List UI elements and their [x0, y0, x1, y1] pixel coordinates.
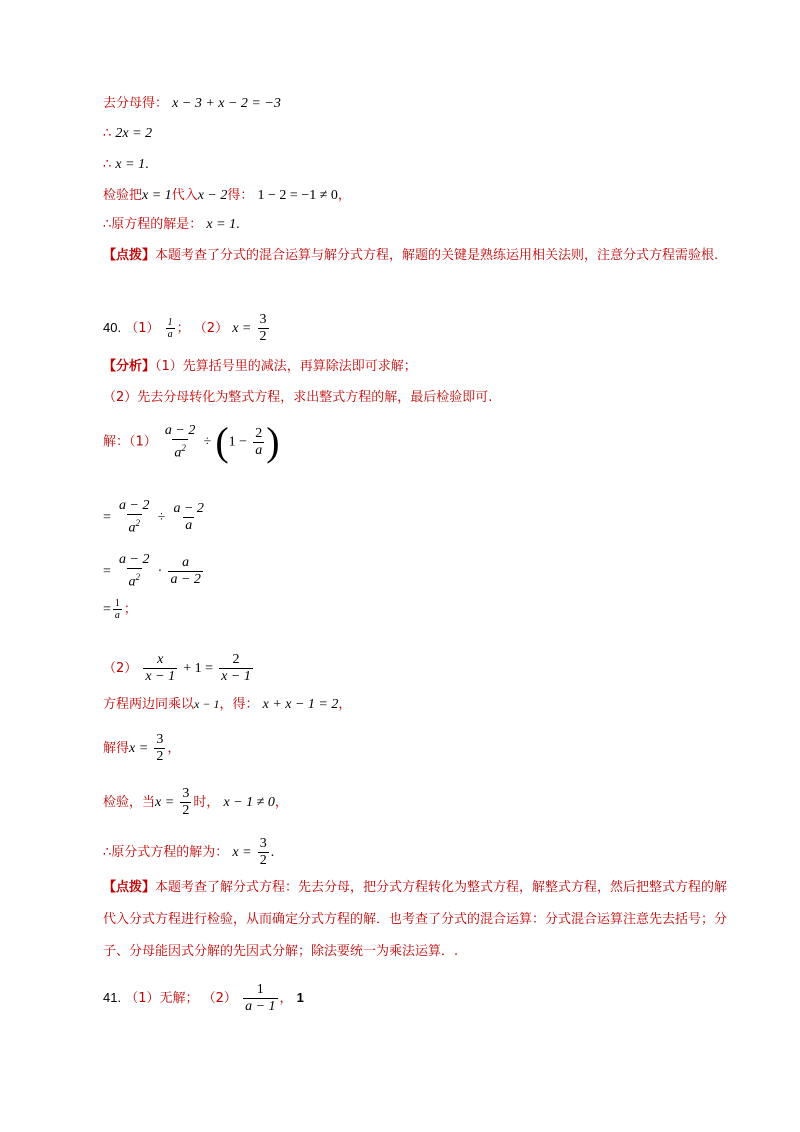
note-text: 本题考查了解分式方程：先去分母，把分式方程转化为整式方程，解整式方程，然后把整式方程的解代入分式方程进行检验，从而确定分式方程的解．也考查了分式的混合运算：分式混合运算注意先去括号；分子、分母能因式分解的先因式分解；除法要统一为乘法运算．. — [103, 880, 728, 959]
q41-answer-fraction: $\frac{1}{a - 1}$ — [245, 982, 276, 1014]
denominator-label: 去分母得： — [103, 96, 169, 111]
part2-equation-line: （2） $\frac{x}{x - 1}$ + 1 = $\frac{2}{x - 1}$ — [103, 652, 251, 684]
analysis-line-2: （2）先去分母转化为整式方程，求出整式方程的解，最后检验即可. — [103, 390, 493, 405]
note-tag: 【点拨】 — [103, 880, 156, 895]
denominator-equation: x − 3 + x − 2 = −3 — [172, 96, 281, 111]
therefore-symbol: ∴ — [103, 157, 112, 172]
solve-part1-line: 解：（1） $\frac{a - 2}{a^2}$ ÷ (1 − $\frac{2}{a}$ ) — [103, 419, 280, 464]
equation-x1: x = 1 — [115, 157, 146, 172]
q40-answer1-fraction: $\frac{1}{a}$ — [167, 317, 173, 340]
multiply-line: 方程两边同乘以x − 1，得： x + x − 1 = 2， — [103, 697, 352, 712]
equation-2x: 2x = 2 — [115, 126, 153, 141]
note-39 — [103, 240, 733, 272]
note-tag: 【点拨】 — [103, 248, 156, 263]
solution-line: ∴原方程的解是： x = 1. — [103, 217, 240, 232]
step2-line: = $\frac{a - 2}{a^2}$ ÷ $\frac{a - 2}{a}$ — [103, 498, 204, 536]
step-2x-line — [103, 124, 152, 144]
solve-line: 解得x = $\frac{3}{2}$ ， — [103, 732, 181, 764]
step-x1-line: ∴ x = 1. — [103, 157, 149, 172]
verify-line: 检验，当x = $\frac{3}{2}$ 时， x − 1 ≠ 0， — [103, 786, 288, 818]
q40-number: 40. — [103, 320, 122, 335]
denominator-line — [103, 94, 281, 114]
therefore-symbol: ∴ — [103, 126, 112, 141]
check-line: 检验把x = 1代入x − 2得： 1 − 2 = −1 ≠ 0， — [103, 188, 351, 203]
note-40 — [103, 872, 733, 968]
solution-value: x = 1 — [206, 217, 237, 232]
analysis-tag: 【分析】 — [103, 359, 156, 374]
final-solution-line: ∴原分式方程的解为： x = $\frac{3}{2}$ . — [103, 836, 275, 868]
q41-answer-line: 41. （1）无解； （2） $\frac{1}{a - 1}$ ， 1 — [103, 982, 304, 1014]
q41-number: 41. — [103, 990, 122, 1005]
q40-answer2-fraction: $\frac{3}{2}$ — [259, 312, 267, 344]
note-text: 本题考查了分式的混合运算与解分式方程，解题的关键是熟练运用相关法则，注意分式方程需验根. — [155, 248, 719, 263]
q40-answer-line: 40. （1） $\frac{1}{a}$ ； （2） x = $\frac{3}{2}$ — [103, 312, 267, 344]
step4-line: = $\frac{1}{a}$ ； — [103, 598, 137, 621]
analysis-line-1: 【分析】（1）先算括号里的减法，再算除法即可求解； — [103, 359, 417, 374]
check-result: 1 − 2 = −1 ≠ 0 — [257, 188, 338, 203]
step3-line: = $\frac{a - 2}{a^2}$ · $\frac{a}{a - 2}$ — [103, 552, 201, 590]
